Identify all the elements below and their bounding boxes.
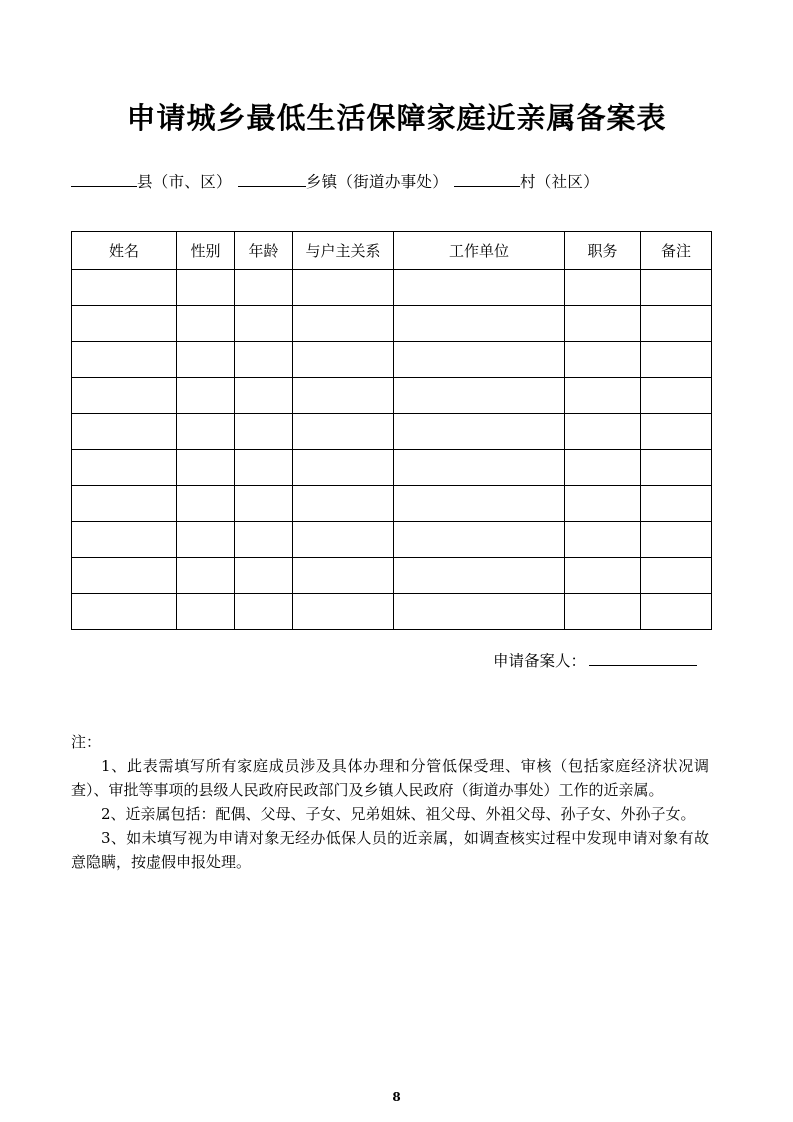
note-item-3: 3、如未填写视为申请对象无经办低保人员的近亲属，如调查核实过程中发现申请对象有故意隐瞒，按虚假申报处理。 [71,829,709,871]
table-cell-age[interactable] [235,342,293,378]
table-cell-position[interactable] [565,450,641,486]
table-cell-workunit[interactable] [394,270,565,306]
table-row [72,594,712,630]
table-cell-relation[interactable] [293,342,394,378]
table-cell-age[interactable] [235,378,293,414]
table-cell-age[interactable] [235,486,293,522]
table-cell-position[interactable] [565,378,641,414]
table-header-row [72,232,712,270]
table-cell-remark[interactable] [641,486,712,522]
table-cell-name[interactable] [72,522,177,558]
table-row [72,378,712,414]
table-cell-remark[interactable] [641,306,712,342]
table-cell-workunit[interactable] [394,414,565,450]
signature-label: 申请备案人： [493,652,587,670]
table-cell-remark[interactable] [641,378,712,414]
table-cell-gender[interactable] [177,270,235,306]
table-cell-workunit[interactable] [394,450,565,486]
table-cell-relation[interactable] [293,378,394,414]
table-cell-position[interactable] [565,414,641,450]
table-row [72,306,712,342]
column-header-age: 年龄 [235,232,293,270]
table-cell-name[interactable] [72,342,177,378]
table-cell-workunit[interactable] [394,486,565,522]
column-header-position: 职务 [565,232,641,270]
table-cell-position[interactable] [565,306,641,342]
table-cell-position[interactable] [565,522,641,558]
notes-section [71,730,709,874]
table-cell-gender[interactable] [177,558,235,594]
column-header-workunit: 工作单位 [394,232,565,270]
page-number: 8 [392,1090,401,1104]
table-cell-age[interactable] [235,450,293,486]
column-header-remark: 备注 [641,232,712,270]
table-cell-name[interactable] [72,558,177,594]
table-cell-age[interactable] [235,594,293,630]
table-cell-name[interactable] [72,270,177,306]
table-row [72,414,712,450]
table-row [72,522,712,558]
note-item-1: 1、此表需填写所有家庭成员涉及具体办理和分管低保受理、审核（包括家庭经济状况调查）、审批等事项的县级人民政府民政部门及乡镇人民政府（街道办事处）工作的近亲属。 [71,757,709,799]
notes-heading: 注： [71,733,102,751]
village-blank-input[interactable] [454,172,520,187]
table-cell-workunit[interactable] [394,342,565,378]
table-cell-gender[interactable] [177,486,235,522]
table-cell-gender[interactable] [177,450,235,486]
table-cell-position[interactable] [565,486,641,522]
table-cell-name[interactable] [72,306,177,342]
table-cell-position[interactable] [565,558,641,594]
table-cell-relation[interactable] [293,450,394,486]
table-cell-relation[interactable] [293,522,394,558]
table-row [72,342,712,378]
table-cell-remark[interactable] [641,450,712,486]
table-cell-name[interactable] [72,594,177,630]
location-line [71,170,599,192]
table-cell-gender[interactable] [177,342,235,378]
table-cell-workunit[interactable] [394,522,565,558]
table-cell-remark[interactable] [641,414,712,450]
table-cell-workunit[interactable] [394,306,565,342]
table-cell-gender[interactable] [177,378,235,414]
table-cell-position[interactable] [565,594,641,630]
table-cell-relation[interactable] [293,594,394,630]
table-cell-position[interactable] [565,342,641,378]
table-cell-remark[interactable] [641,522,712,558]
column-header-gender: 性别 [177,232,235,270]
table-cell-workunit[interactable] [394,558,565,594]
village-label: 村（社区） [520,173,600,191]
table-body [72,270,712,630]
table-cell-remark[interactable] [641,270,712,306]
table-cell-relation[interactable] [293,486,394,522]
table-row [72,558,712,594]
table-cell-gender[interactable] [177,306,235,342]
table-cell-relation[interactable] [293,306,394,342]
county-label: 县（市、区） [137,173,232,191]
table-cell-remark[interactable] [641,342,712,378]
table-cell-relation[interactable] [293,414,394,450]
page-title: 申请城乡最低生活保障家庭近亲属备案表 [126,101,667,135]
table-cell-workunit[interactable] [394,594,565,630]
table-cell-relation[interactable] [293,270,394,306]
township-label: 乡镇（街道办事处） [305,173,449,191]
table-cell-workunit[interactable] [394,378,565,414]
table-cell-relation[interactable] [293,558,394,594]
table-cell-remark[interactable] [641,594,712,630]
table-cell-name[interactable] [72,486,177,522]
table-cell-age[interactable] [235,522,293,558]
column-header-relation: 与户主关系 [293,232,394,270]
column-header-name: 姓名 [72,232,177,270]
note-item-2: 2、近亲属包括：配偶、父母、子女、兄弟姐妹、祖父母、外祖父母、孙子女、外孙子女。 [101,805,696,823]
table-cell-gender[interactable] [177,522,235,558]
county-blank-input[interactable] [71,172,137,187]
table-cell-name[interactable] [72,378,177,414]
table-cell-age[interactable] [235,270,293,306]
signature-input[interactable] [589,651,697,666]
table-cell-gender[interactable] [177,594,235,630]
table-row [72,270,712,306]
table-cell-name[interactable] [72,450,177,486]
table-row [72,450,712,486]
table-row [72,486,712,522]
table-cell-remark[interactable] [641,558,712,594]
table-cell-age[interactable] [235,414,293,450]
township-blank-input[interactable] [238,172,306,187]
table-cell-age[interactable] [235,558,293,594]
table-cell-name[interactable] [72,414,177,450]
table-cell-position[interactable] [565,270,641,306]
table-cell-gender[interactable] [177,414,235,450]
signature-row [493,649,697,671]
table-cell-age[interactable] [235,306,293,342]
relatives-table [71,231,712,630]
